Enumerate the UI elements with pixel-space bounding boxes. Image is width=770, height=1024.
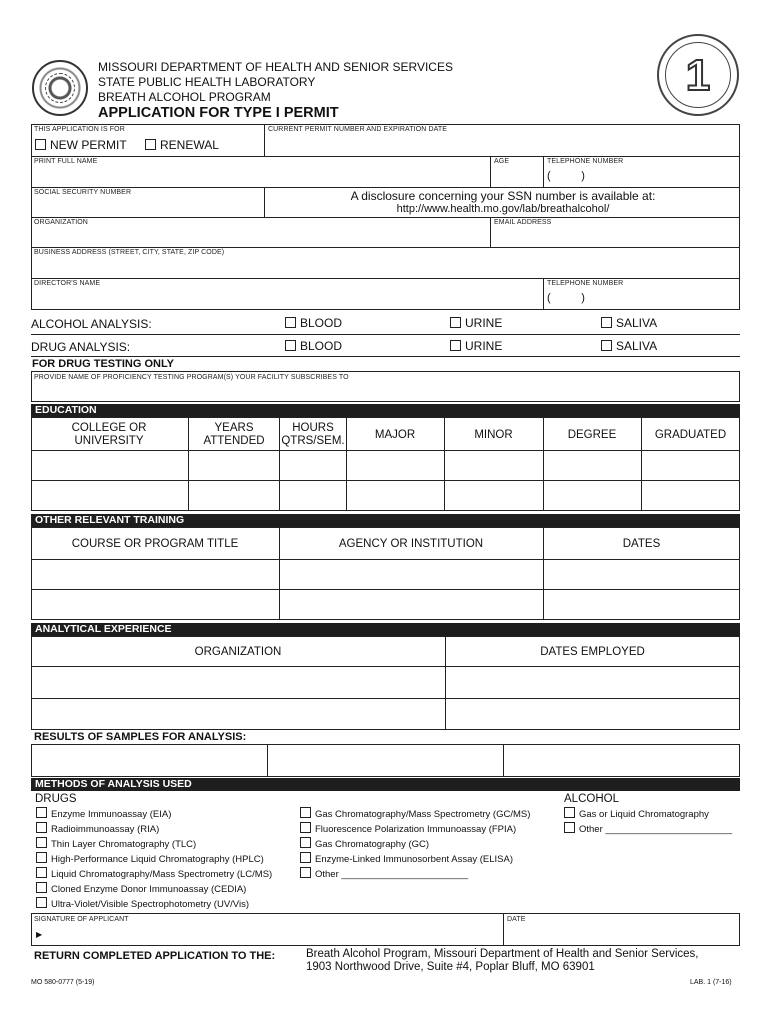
method-checkbox[interactable] (36, 897, 47, 908)
ssn-label: SOCIAL SECURITY NUMBER (34, 189, 132, 196)
ssn-disclosure-text: A disclosure concerning your SSN number is available at: (350, 189, 656, 203)
lab-number: LAB. 1 (7-16) (690, 979, 732, 986)
education-heading: EDUCATION (31, 404, 740, 417)
current-permit-field[interactable] (270, 135, 735, 153)
state-seal-center (45, 73, 75, 103)
method-cedia[interactable]: Cloned Enzyme Donor Immunoassay (CEDIA) (36, 882, 246, 897)
col-training-dates: DATES (622, 538, 661, 550)
method-drug-other[interactable]: Other ________________________ (300, 867, 468, 882)
method-checkbox[interactable] (36, 822, 47, 833)
method-alcohol-other[interactable]: Other ________________________ (564, 822, 732, 837)
method-gas-liquid[interactable]: Gas or Liquid Chromatography (564, 807, 709, 822)
drug-urine-checkbox[interactable] (450, 340, 461, 351)
col-major: MAJOR (374, 429, 416, 441)
method-hplc[interactable]: High-Performance Liquid Chromatography (HPLC) (36, 852, 264, 867)
director-telephone-field[interactable]: ( ) (547, 292, 585, 304)
return-label: RETURN COMPLETED APPLICATION TO THE: (34, 950, 276, 962)
business-address-field[interactable] (36, 258, 736, 276)
method-checkbox[interactable] (36, 867, 47, 878)
drugs-subheading: DRUGS (35, 793, 77, 805)
organization-label: ORGANIZATION (34, 219, 88, 226)
drug-blood-option[interactable]: BLOOD (285, 339, 342, 353)
method-fpia[interactable]: Fluorescence Polarization Immunoassay (FPIA) (300, 822, 516, 837)
method-elisa[interactable]: Enzyme-Linked Immunosorbent Assay (ELISA) (300, 852, 513, 867)
ssn-disclosure-url[interactable]: http://www.health.mo.gov/lab/breathalcohol/ (396, 203, 610, 215)
form-title: APPLICATION FOR TYPE I PERMIT (98, 105, 339, 121)
method-checkbox[interactable] (564, 822, 575, 833)
age-label: AGE (494, 158, 510, 165)
education-row[interactable] (32, 451, 739, 480)
col-agency: AGENCY OR INSTITUTION (338, 538, 484, 550)
results-field[interactable] (504, 745, 739, 776)
col-experience-org: ORGANIZATION (194, 646, 282, 658)
return-address (306, 948, 698, 974)
signature-arrow-icon: ▶ (36, 930, 43, 939)
method-checkbox[interactable] (300, 867, 311, 878)
telephone-label: TELEPHONE NUMBER (547, 158, 624, 165)
col-dates-employed: DATES EMPLOYED (540, 646, 645, 658)
full-name-field[interactable] (36, 167, 486, 185)
alcohol-analysis-label: ALCOHOL ANALYSIS: (31, 317, 152, 331)
education-row[interactable] (32, 481, 739, 510)
col-graduated: GRADUATED (654, 429, 727, 441)
method-checkbox[interactable] (300, 822, 311, 833)
form-number: MO 580-0777 (5-19) (31, 979, 95, 986)
return-address-line2: 1903 Northwood Drive, Suite #4, Poplar Bluff, MO 63901 (306, 961, 595, 973)
proficiency-label: PROVIDE NAME OF PROFICIENCY TESTING PROGRAM(S) YOUR FACILITY SUBSCRIBES TO (34, 374, 349, 381)
ssn-field[interactable] (36, 198, 260, 214)
drug-testing-only-heading: FOR DRUG TESTING ONLY (32, 358, 174, 370)
director-label: DIRECTOR'S NAME (34, 280, 101, 287)
col-degree: DEGREE (567, 429, 617, 441)
method-eia[interactable]: Enzyme Immunoassay (EIA) (36, 807, 171, 822)
header-block (98, 60, 453, 121)
alcohol-saliva-option[interactable]: SALIVA (601, 316, 657, 330)
method-checkbox[interactable] (300, 837, 311, 848)
alcohol-subheading: ALCOHOL (564, 793, 619, 805)
signature-label: SIGNATURE OF APPLICANT (34, 916, 129, 923)
alcohol-blood-checkbox[interactable] (285, 317, 296, 328)
signature-field[interactable] (48, 925, 498, 943)
badge-number: 1 (665, 42, 731, 108)
method-checkbox[interactable] (36, 852, 47, 863)
lab-name: STATE PUBLIC HEALTH LABORATORY (98, 75, 316, 89)
method-gc[interactable]: Gas Chromatography (GC) (300, 837, 429, 852)
col-college: COLLEGE OR UNIVERSITY (71, 422, 147, 447)
director-field[interactable] (36, 289, 536, 307)
experience-heading: ANALYTICAL EXPERIENCE (31, 623, 740, 636)
alcohol-urine-checkbox[interactable] (450, 317, 461, 328)
age-field[interactable] (494, 167, 540, 185)
date-field[interactable] (507, 925, 735, 943)
new-permit-checkbox[interactable] (35, 139, 46, 150)
return-address-line1: Breath Alcohol Program, Missouri Department of Health and Senior Services, (306, 948, 699, 960)
drug-saliva-checkbox[interactable] (601, 340, 612, 351)
alcohol-saliva-checkbox[interactable] (601, 317, 612, 328)
ssn-disclosure (266, 190, 740, 216)
experience-row[interactable] (32, 699, 739, 729)
drug-blood-checkbox[interactable] (285, 340, 296, 351)
email-field[interactable] (494, 228, 734, 245)
training-heading: OTHER RELEVANT TRAINING (31, 514, 740, 527)
col-course-title: COURSE OR PROGRAM TITLE (71, 538, 239, 550)
col-hours: HOURS QTRS/SEM. (281, 422, 345, 447)
training-row[interactable] (32, 560, 739, 589)
method-checkbox[interactable] (564, 807, 575, 818)
renewal-option[interactable]: RENEWAL (145, 138, 219, 152)
new-permit-option[interactable]: NEW PERMIT (35, 138, 127, 152)
agency-name: MISSOURI DEPARTMENT OF HEALTH AND SENIOR SERVICES (98, 60, 453, 74)
drug-analysis-label: DRUG ANALYSIS: (31, 340, 131, 354)
current-permit-label: CURRENT PERMIT NUMBER AND EXPIRATION DATE (268, 126, 447, 133)
results-field[interactable] (268, 745, 502, 776)
method-checkbox[interactable] (36, 882, 47, 893)
method-checkbox[interactable] (300, 807, 311, 818)
renewal-checkbox[interactable] (145, 139, 156, 150)
method-checkbox[interactable] (36, 807, 47, 818)
application-for-label: THIS APPLICATION IS FOR (34, 126, 125, 133)
method-tlc[interactable]: Thin Layer Chromatography (TLC) (36, 837, 196, 852)
full-name-label: PRINT FULL NAME (34, 158, 98, 165)
proficiency-field[interactable] (36, 383, 736, 399)
method-uvvis[interactable]: Ultra-Violet/Visible Spectrophotometry (UV/Vis) (36, 897, 249, 912)
results-field[interactable] (32, 745, 266, 776)
training-row[interactable] (32, 590, 739, 619)
organization-field[interactable] (36, 228, 486, 245)
method-ria[interactable]: Radioimmunoassay (RIA) (36, 822, 159, 837)
method-checkbox[interactable] (36, 837, 47, 848)
col-minor: MINOR (474, 429, 513, 441)
col-years-attended: YEARS ATTENDED (203, 422, 265, 447)
drug-urine-option[interactable]: URINE (450, 339, 502, 353)
director-telephone-label: TELEPHONE NUMBER (547, 280, 624, 287)
results-heading: RESULTS OF SAMPLES FOR ANALYSIS: (34, 731, 247, 743)
method-checkbox[interactable] (300, 852, 311, 863)
program-name: BREATH ALCOHOL PROGRAM (98, 90, 271, 104)
methods-heading: METHODS OF ANALYSIS USED (31, 778, 740, 791)
email-label: EMAIL ADDRESS (494, 219, 552, 226)
method-gcms[interactable]: Gas Chromatography/Mass Spectrometry (GC/MS) (300, 807, 530, 822)
method-lcms[interactable]: Liquid Chromatography/Mass Spectrometry (LC/MS) (36, 867, 272, 882)
alcohol-blood-option[interactable]: BLOOD (285, 316, 342, 330)
experience-row[interactable] (32, 667, 739, 697)
telephone-field[interactable]: ( ) (547, 170, 585, 182)
business-address-label: BUSINESS ADDRESS (STREET, CITY, STATE, ZIP CODE) (34, 249, 225, 256)
drug-saliva-option[interactable]: SALIVA (601, 339, 657, 353)
date-label: DATE (507, 916, 526, 923)
alcohol-urine-option[interactable]: URINE (450, 316, 502, 330)
